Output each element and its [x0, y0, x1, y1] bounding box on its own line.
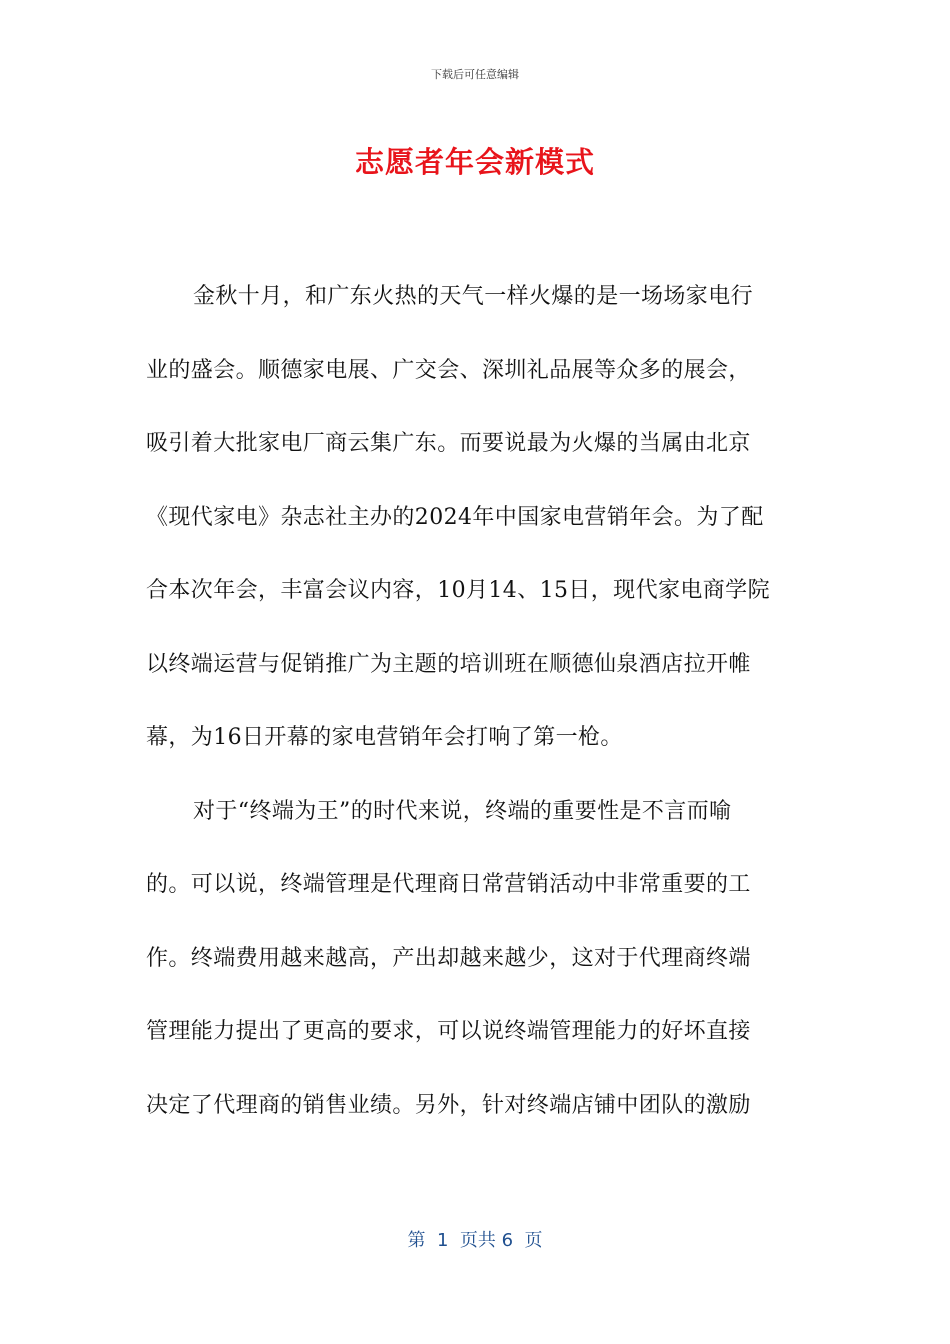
paragraph-1-line-3: 吸引着大批家电厂商云集广东。而要说最为火爆的当属由北京	[146, 431, 751, 456]
paragraph-2-line-4: 管理能力提出了更高的要求，可以说终端管理能力的好坏直接	[146, 1019, 751, 1044]
header-note: 下载后可任意编辑	[431, 68, 519, 81]
paragraph-1-line-2: 业的盛会。顺德家电展、广交会、深圳礼品展等众多的展会，	[146, 357, 751, 383]
paragraph-1-line-6: 以终端运营与促销推广为主题的培训班在顺德仙泉酒店拉开帷	[146, 651, 751, 677]
paragraph-1-line-4: 《现代家电》杂志社主办的2024年中国家电营销年会。为了配	[146, 504, 764, 530]
paragraph-1-line-1: 金秋十月，和广东火热的天气一样火爆的是一场场家电行	[193, 284, 754, 309]
document-body	[146, 260, 806, 1142]
paragraph-2-line-2: 的。可以说，终端管理是代理商日常营销活动中非常重要的工	[146, 872, 751, 897]
document-title: 志愿者年会新模式	[354, 145, 595, 179]
paragraph-2-line-3: 作。终端费用越来越高，产出却越来越少，这对于代理商终端	[146, 945, 751, 971]
page-number-footer: 第 1 页共 6 页	[407, 1230, 543, 1251]
paragraph-1-line-7: 幕，为16日开幕的家电营销年会打响了第一枪。	[146, 725, 623, 750]
paragraph-2-line-1: 对于“终端为王”的时代来说，终端的重要性是不言而喻	[193, 798, 732, 824]
paragraph-2-line-5: 决定了代理商的销售业绩。另外，针对终端店铺中团队的激励	[146, 1092, 751, 1118]
paragraph-1-line-5: 合本次年会，丰富会议内容，10月14、15日，现代家电商学院	[146, 578, 770, 603]
